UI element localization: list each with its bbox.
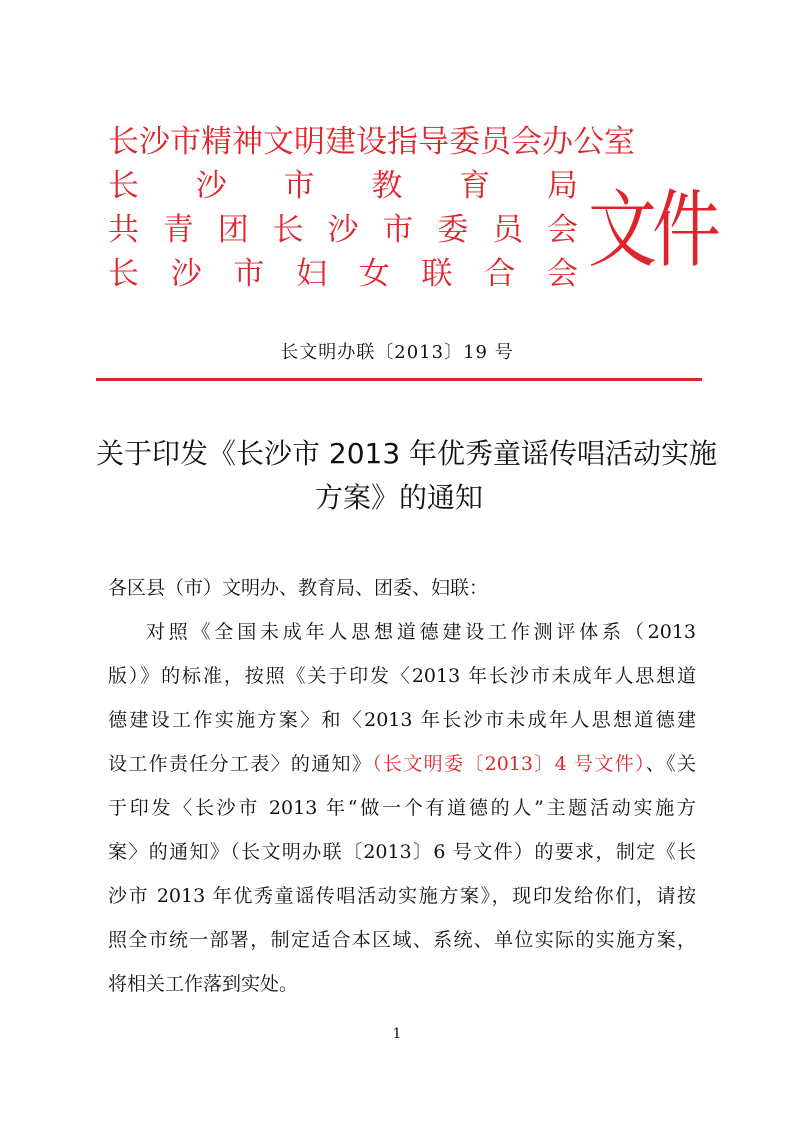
org-char: 联 xyxy=(421,256,453,292)
body-line: 照全市统一部署，制定适合本区域、系统、单位实际的实施方案， xyxy=(108,929,696,951)
cited-document-red: （长文明委〔2013〕4 号文件） xyxy=(372,753,646,775)
org-char: 沙 xyxy=(170,256,202,292)
org-char: 委 xyxy=(437,212,469,248)
title-line-2: 方案》的通知 xyxy=(314,481,483,514)
org-char: 员 xyxy=(492,212,524,248)
org-char: 会 xyxy=(547,212,578,248)
title-line-1: 关于印发《长沙市 2013 年优秀童谣传唱活动实施 xyxy=(96,437,718,470)
org-char: 育 xyxy=(459,168,491,204)
org-char: 会 xyxy=(546,256,578,292)
org-char: 教 xyxy=(371,168,403,204)
body-line: 沙市 2013 年优秀童谣传唱活动实施方案》，现印发给你们，请按 xyxy=(108,885,696,907)
body-paragraph xyxy=(108,610,696,1006)
org-char: 沙 xyxy=(327,212,359,248)
page-number: 1 xyxy=(392,1026,402,1042)
body-text-segment: 、《关 xyxy=(645,753,696,775)
salutation: 各区县（市）文明办、教育局、团委、妇联： xyxy=(108,577,489,599)
body-line xyxy=(108,742,696,786)
red-divider-line xyxy=(96,378,702,381)
org-name-womens-federation xyxy=(108,254,578,294)
document-number: 长文明办联〔2013〕19 号 xyxy=(280,342,514,363)
org-char: 青 xyxy=(162,212,194,248)
body-line: 德建设工作实施方案〉和〈2013 年长沙市未成年人思想道德建 xyxy=(108,709,696,731)
body-line: 案〉的通知》（长文明办联〔2013〕6 号文件）的要求，制定《长 xyxy=(108,841,696,863)
org-name-civilization-office: 长沙市精神文明建设指导委员会办公室 xyxy=(108,124,635,160)
body-line: 版）》的标准，按照《关于印发〈2013 年长沙市未成年人思想道 xyxy=(108,665,696,687)
org-char: 共 xyxy=(108,212,139,248)
org-char: 长 xyxy=(108,168,139,204)
org-char: 长 xyxy=(108,256,139,292)
document-type-label: 文件 xyxy=(588,181,716,279)
org-char: 合 xyxy=(484,256,516,292)
body-line: 对照《全国未成年人思想道德建设工作测评体系（2013 xyxy=(146,621,696,643)
org-name-youth-league xyxy=(108,210,578,250)
document-body xyxy=(108,566,696,1006)
org-char: 女 xyxy=(358,256,390,292)
org-name-education-bureau xyxy=(108,166,578,206)
org-char: 沙 xyxy=(195,168,227,204)
org-char: 市 xyxy=(233,256,265,292)
org-char: 市 xyxy=(382,212,414,248)
body-line: 将相关工作落到实处。 xyxy=(108,973,299,995)
org-char: 市 xyxy=(283,168,315,204)
org-char: 妇 xyxy=(296,256,328,292)
body-line: 于印发〈长沙市 2013 年“做一个有道德的人”主题活动实施方 xyxy=(108,797,696,819)
org-char: 团 xyxy=(217,212,249,248)
body-text-segment: 设工作责任分工表〉的通知》 xyxy=(108,753,373,775)
org-char: 局 xyxy=(546,168,578,204)
document-title xyxy=(96,432,718,520)
org-char: 长 xyxy=(272,212,304,248)
issuing-organizations-header xyxy=(108,118,716,298)
